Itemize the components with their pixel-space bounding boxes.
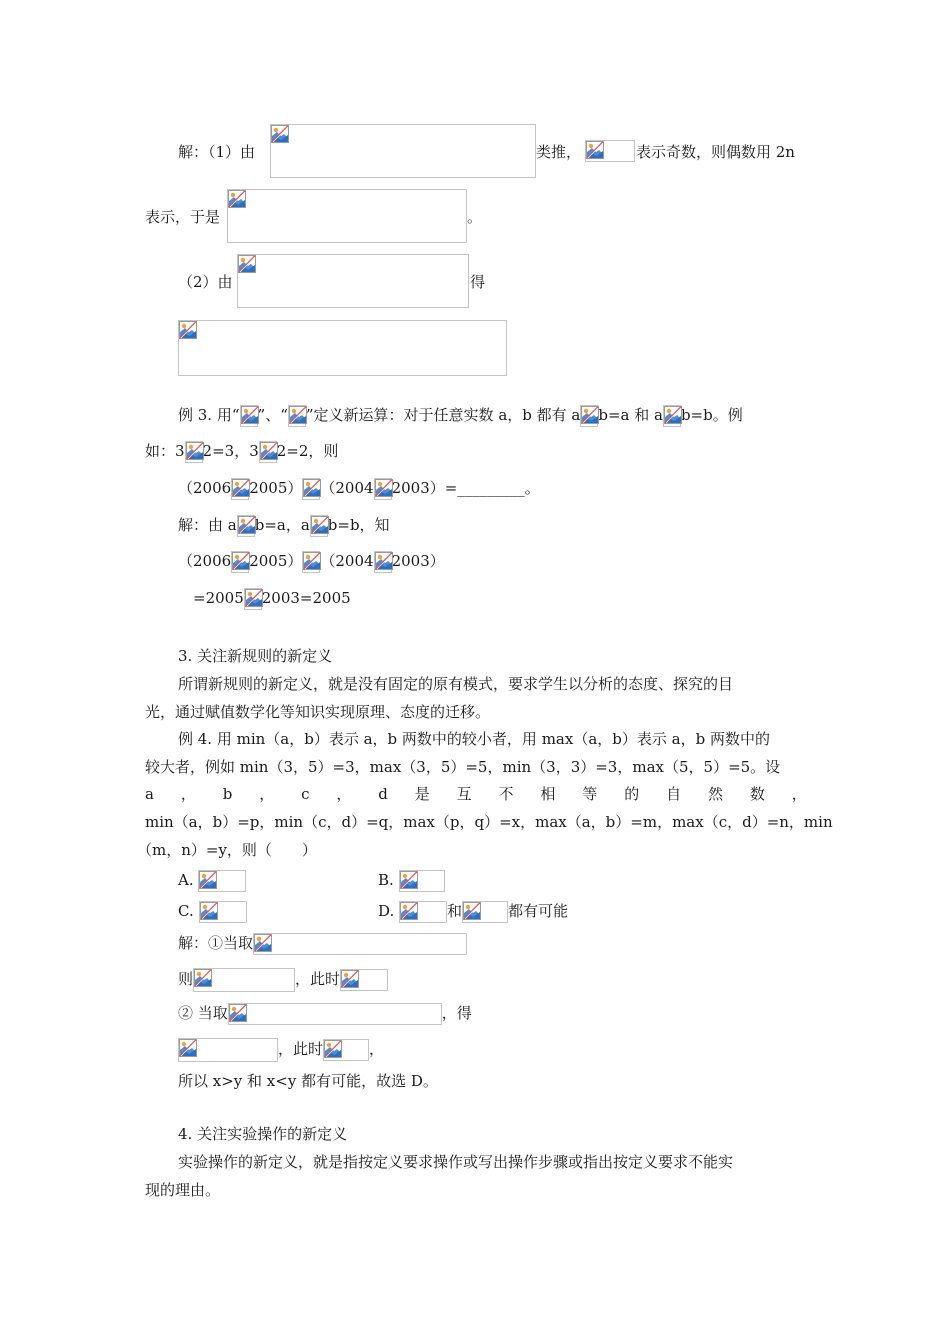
justified-word: 相 <box>540 785 556 803</box>
justified-word: d <box>378 785 388 803</box>
ex3-line2 <box>145 441 338 463</box>
broken-image-icon <box>200 902 218 920</box>
justified-word: 自 <box>666 785 682 803</box>
operator-image <box>302 478 320 500</box>
broken-image-icon <box>199 871 217 889</box>
ex4-conclusion: 所以 x>y 和 x<y 都有可能，故选 D。 <box>178 1072 438 1090</box>
justified-word: ， <box>180 785 196 803</box>
sol1-line1b <box>536 142 581 162</box>
broken-image-icon <box>289 406 307 424</box>
broken-image-icon <box>400 871 418 889</box>
broken-image-icon <box>254 934 272 952</box>
formula-image <box>193 968 295 992</box>
sol1-line2 <box>145 207 220 227</box>
ex3-text: 解：由 a <box>178 516 237 534</box>
sol1-line2b <box>467 207 482 227</box>
broken-image-icon <box>186 442 204 460</box>
operator-image <box>240 405 258 427</box>
ex4-text: 解：①当取 <box>178 934 254 952</box>
formula-image <box>270 124 536 178</box>
ex4-text: ② 当取 <box>178 1004 228 1022</box>
ex3-line1 <box>178 405 743 427</box>
option-label: C. <box>178 902 194 920</box>
ex3-text: 2003） <box>391 552 445 570</box>
justified-word: 是 <box>414 785 430 803</box>
ex3-text: ”、“ <box>257 406 288 424</box>
ex3-text: 2=2，则 <box>276 442 339 460</box>
broken-image-icon <box>260 442 278 460</box>
sol1-text: 解：（1）由 <box>178 143 256 161</box>
option-a-image <box>198 870 246 892</box>
sol1-line3b <box>470 272 485 292</box>
formula-image <box>585 140 635 162</box>
broken-image-icon <box>241 406 259 424</box>
ex3-text: （2004 <box>320 479 374 497</box>
broken-image-icon <box>303 479 321 497</box>
justified-word: a <box>145 785 154 803</box>
broken-image-icon <box>303 552 321 570</box>
section-4-paragraph-line1: 实验操作的新定义，就是指按定义要求操作或写出操作步骤或指出按定义要求不能实 <box>178 1153 734 1171</box>
ex3-text: 例 3. 用“ <box>178 406 240 424</box>
broken-image-icon <box>179 1039 197 1057</box>
ex4-sol3 <box>178 1003 472 1025</box>
justified-word: b <box>222 785 233 803</box>
ex3-text: 如：3 <box>145 442 185 460</box>
ex4-line2: 较大者，例如 min（3，5）=3，max（3，5）=5，min（3，3）=3，max（5，5）=5。设 <box>145 758 781 776</box>
option-d-image-1 <box>399 901 447 923</box>
option-text: 和 <box>447 902 463 920</box>
broken-image-icon <box>311 516 329 534</box>
operator-image <box>374 478 392 500</box>
broken-image-icon <box>228 190 246 208</box>
formula-image <box>253 933 467 955</box>
option-label: A. <box>178 871 194 889</box>
broken-image-icon <box>194 969 212 987</box>
operator-image <box>302 551 320 573</box>
option-text: 都有可能 <box>508 902 569 920</box>
broken-image-icon <box>245 589 263 607</box>
section-3-paragraph-line2: 光，通过赋值数学化等知识实现原理、态度的迁移。 <box>145 703 491 721</box>
sol1-line1 <box>178 142 255 162</box>
formula-image <box>228 1003 442 1025</box>
section-4-heading: 4. 关注实验操作的新定义 <box>178 1125 348 1143</box>
broken-image-icon <box>229 1004 247 1022</box>
ex4-line4: min（a，b）=p，min（c，d）=q，max（p，q）=x，max（a，b）=m，max（c，d）=n，min <box>145 813 833 831</box>
justified-word: ， <box>336 785 352 803</box>
ex3-text: b=a 和 a <box>598 406 663 424</box>
formula-image <box>178 1038 278 1062</box>
sol1-line1c <box>636 142 795 162</box>
operator-image <box>231 478 249 500</box>
sol1-text: 表示，于是 <box>145 208 221 226</box>
ex4-text: ，此时 <box>295 970 341 988</box>
operator-image <box>310 515 328 537</box>
option-d <box>378 901 568 923</box>
broken-image-icon <box>238 255 256 273</box>
broken-image-icon <box>232 552 250 570</box>
sol1-text: 类推， <box>536 143 582 161</box>
broken-image-icon <box>238 516 256 534</box>
broken-image-icon <box>341 970 359 988</box>
ex3-text: 2=3，3 <box>202 442 259 460</box>
justified-word: ， <box>791 785 807 803</box>
operator-image <box>237 515 255 537</box>
ex3-text: 2003=2005 <box>261 589 351 607</box>
ex3-text: =2005 <box>193 589 244 607</box>
formula-image <box>227 189 467 243</box>
ex3-text: 2005） <box>249 552 303 570</box>
justified-word: 的 <box>624 785 640 803</box>
broken-image-icon <box>463 902 481 920</box>
ex3-text: b=b，知 <box>327 516 390 534</box>
operator-image <box>185 441 203 463</box>
ex3-text: 2003）=_________。 <box>391 479 540 497</box>
ex4-line3 <box>145 784 807 804</box>
ex4-text: ，得 <box>441 1004 472 1022</box>
ex3-line3 <box>178 478 540 500</box>
ex3-text: （2006 <box>178 479 232 497</box>
ex3-text: b=a，a <box>254 516 310 534</box>
operator-image <box>231 551 249 573</box>
broken-image-icon <box>324 1040 342 1058</box>
justified-word: ， <box>259 785 275 803</box>
broken-image-icon <box>586 141 604 159</box>
broken-image-icon <box>179 321 197 339</box>
operator-image <box>663 405 681 427</box>
section-3-heading: 3. 关注新规则的新定义 <box>178 647 333 665</box>
broken-image-icon <box>664 406 682 424</box>
ex4-text: 则 <box>178 970 194 988</box>
option-c-image <box>199 901 247 923</box>
ex4-sol4 <box>178 1038 384 1062</box>
ex4-sol2 <box>178 968 388 992</box>
sol1-text: （2）由 <box>178 273 233 291</box>
sol1-text: 表示奇数，则偶数用 2n <box>636 143 795 161</box>
ex4-sol1 <box>178 933 467 955</box>
operator-image <box>259 441 277 463</box>
justified-word: 然 <box>707 785 723 803</box>
option-b-image <box>399 870 445 892</box>
option-label: D. <box>378 902 395 920</box>
justified-word: 数 <box>749 785 765 803</box>
operator-image <box>244 588 262 610</box>
formula-image <box>340 969 388 991</box>
formula-image <box>178 320 507 376</box>
option-b <box>378 870 445 892</box>
justified-word: c <box>301 785 310 803</box>
ex4-line5: （m，n）=y，则（ ） <box>137 841 317 859</box>
ex3-text: （2004 <box>320 552 374 570</box>
option-c <box>178 901 247 923</box>
operator-image <box>374 551 392 573</box>
broken-image-icon <box>232 479 250 497</box>
option-a <box>178 870 246 892</box>
operator-image <box>288 405 306 427</box>
section-4-paragraph-line2: 现的理由。 <box>145 1181 221 1199</box>
sol1-text: 。 <box>467 208 483 226</box>
broken-image-icon <box>581 406 599 424</box>
ex4-line1: 例 4. 用 min（a，b）表示 a，b 两数中的较小者，用 max（a，b）表示 a，b 两数中的 <box>178 730 770 748</box>
ex3-sol3 <box>193 588 351 610</box>
broken-image-icon <box>375 552 393 570</box>
operator-image <box>580 405 598 427</box>
formula-image <box>237 254 469 308</box>
ex3-text: （2006 <box>178 552 232 570</box>
formula-image <box>323 1039 369 1061</box>
justified-word: 互 <box>456 785 472 803</box>
option-label: B. <box>378 871 394 889</box>
sol1-text: 得 <box>470 273 486 291</box>
ex3-text: 2005） <box>249 479 303 497</box>
ex3-sol1 <box>178 515 390 537</box>
ex3-sol2 <box>178 551 445 573</box>
justified-word: 不 <box>498 785 514 803</box>
sol1-line3 <box>178 272 233 292</box>
ex3-text: ”定义新运算：对于任意实数 a，b 都有 a <box>305 406 581 424</box>
ex4-text: ，此时 <box>278 1040 324 1058</box>
option-d-image-2 <box>462 901 508 923</box>
ex3-text: b=b。例 <box>680 406 743 424</box>
broken-image-icon <box>400 902 418 920</box>
justified-word: 等 <box>582 785 598 803</box>
ex4-text: ， <box>369 1040 385 1058</box>
section-3-paragraph-line1: 所谓新规则的新定义，就是没有固定的原有模式，要求学生以分析的态度、探究的目 <box>178 675 734 693</box>
broken-image-icon <box>271 125 289 143</box>
broken-image-icon <box>375 479 393 497</box>
